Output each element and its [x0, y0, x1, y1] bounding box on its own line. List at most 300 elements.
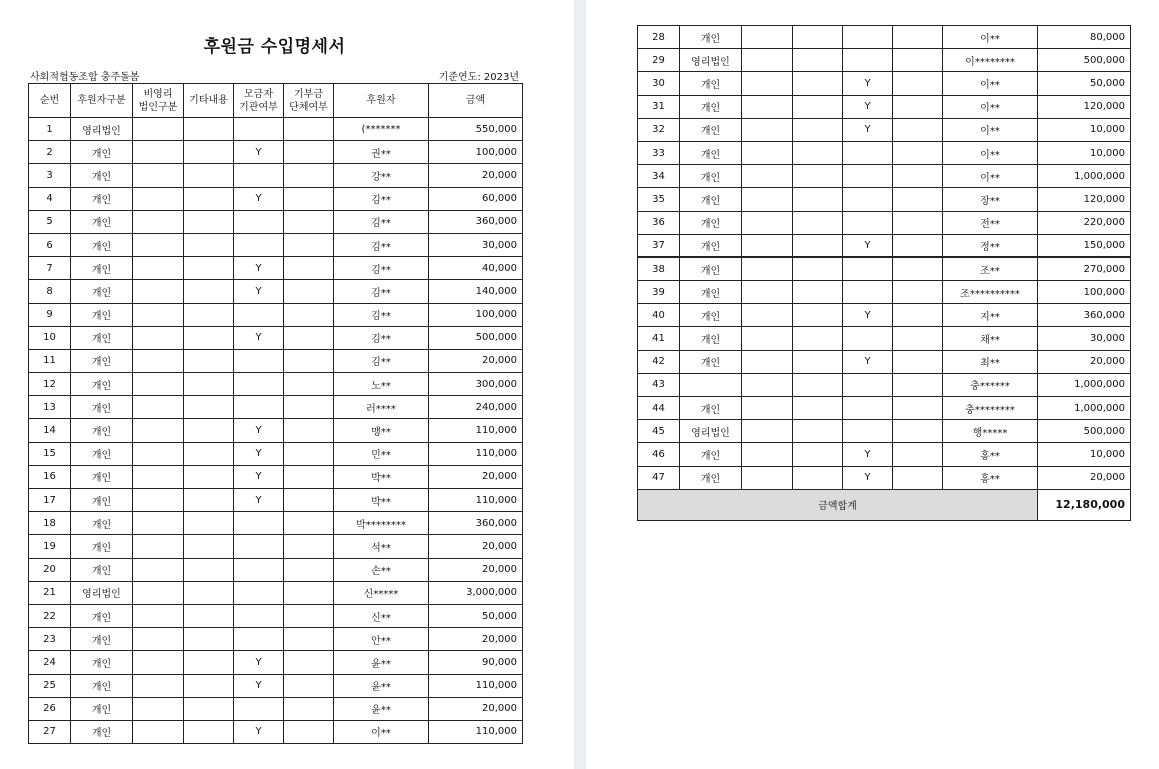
cell-fundraiser [843, 26, 893, 49]
cell-donor-name: 지** [943, 304, 1038, 327]
table-row [638, 234, 1131, 257]
cell-donor-name: 김** [334, 280, 429, 303]
cell-amount: 30,000 [1038, 327, 1131, 350]
cell-amount: 1,000,000 [1038, 373, 1131, 396]
cell-donor-type: 개인 [71, 326, 133, 349]
cell-nonprofit [133, 303, 184, 326]
table-row [29, 535, 523, 558]
total-row [638, 489, 1131, 520]
cell-fundraiser [843, 188, 893, 211]
cell-fundraiser [234, 118, 284, 141]
cell-amount: 110,000 [429, 674, 523, 697]
cell-donor-type: 개인 [71, 651, 133, 674]
cell-donor-type: 개인 [680, 304, 742, 327]
cell-fundraiser [843, 420, 893, 443]
header-cell: 기부금 단체여부 [284, 84, 334, 118]
cell-donor-name: 충******** [943, 397, 1038, 420]
cell-donor-type: 개인 [680, 397, 742, 420]
cell-amount: 110,000 [429, 720, 523, 743]
cell-etc [184, 210, 234, 233]
cell-number: 33 [638, 141, 680, 164]
table-row [29, 512, 523, 535]
cell-number: 18 [29, 512, 71, 535]
cell-amount: 220,000 [1038, 211, 1131, 234]
table-row [638, 327, 1131, 350]
cell-donor-name: 김** [334, 233, 429, 256]
cell-donor-type: 개인 [680, 466, 742, 489]
page-gutter [574, 0, 586, 769]
cell-donor-name: 윤** [334, 651, 429, 674]
cell-donation-group [893, 350, 943, 373]
header-cell: 금액 [429, 84, 523, 118]
cell-donation-group [284, 419, 334, 442]
cell-donor-type: 개인 [71, 720, 133, 743]
table-row [638, 211, 1131, 234]
cell-donor-name: 김** [334, 257, 429, 280]
cell-etc [793, 118, 843, 141]
cell-etc [184, 628, 234, 651]
cell-donation-group [284, 489, 334, 512]
cell-donation-group [893, 26, 943, 49]
cell-donor-type: 개인 [680, 95, 742, 118]
cell-etc [793, 281, 843, 304]
cell-donation-group [893, 188, 943, 211]
cell-amount: 20,000 [429, 465, 523, 488]
cell-donor-name: 이** [943, 26, 1038, 49]
cell-amount: 1,000,000 [1038, 165, 1131, 188]
cell-amount: 1,000,000 [1038, 397, 1131, 420]
cell-number: 41 [638, 327, 680, 350]
cell-donor-name: 맹** [334, 419, 429, 442]
cell-amount: 360,000 [1038, 304, 1131, 327]
cell-fundraiser: Y [234, 419, 284, 442]
table-row [29, 396, 523, 419]
table-row [638, 49, 1131, 72]
cell-donor-name: 이** [943, 72, 1038, 95]
cell-donor-type: 개인 [71, 233, 133, 256]
cell-nonprofit [133, 489, 184, 512]
table-row [29, 604, 523, 627]
cell-donor-type: 개인 [71, 257, 133, 280]
cell-donor-name: 박******** [334, 512, 429, 535]
cell-etc [184, 651, 234, 674]
table-row [29, 720, 523, 743]
cell-fundraiser: Y [234, 141, 284, 164]
cell-number: 3 [29, 164, 71, 187]
cell-donor-name: 김** [334, 187, 429, 210]
cell-number: 24 [29, 651, 71, 674]
cell-donor-name: 이******** [943, 49, 1038, 72]
cell-fundraiser: Y [234, 651, 284, 674]
cell-donation-group [893, 466, 943, 489]
cell-fundraiser [843, 327, 893, 350]
cell-number: 39 [638, 281, 680, 304]
cell-nonprofit [133, 697, 184, 720]
cell-etc [793, 49, 843, 72]
cell-nonprofit [133, 419, 184, 442]
cell-donor-name: 전** [943, 211, 1038, 234]
cell-donation-group [284, 558, 334, 581]
cell-nonprofit [742, 420, 793, 443]
cell-fundraiser: Y [234, 442, 284, 465]
cell-amount: 120,000 [1038, 95, 1131, 118]
cell-donor-type: 개인 [71, 512, 133, 535]
cell-donation-group [284, 141, 334, 164]
cell-donor-type: 개인 [680, 188, 742, 211]
cell-etc [793, 466, 843, 489]
cell-donor-name: 행***** [943, 420, 1038, 443]
cell-number: 43 [638, 373, 680, 396]
table-row [638, 95, 1131, 118]
table-row [638, 165, 1131, 188]
header-cell: 후원자구분 [71, 84, 133, 118]
table-row [638, 304, 1131, 327]
cell-amount: 270,000 [1038, 257, 1131, 280]
donation-table-page1 [28, 83, 523, 744]
cell-nonprofit [133, 141, 184, 164]
document-meta [28, 68, 521, 82]
cell-fundraiser: Y [234, 674, 284, 697]
table-row [29, 697, 523, 720]
cell-number: 17 [29, 489, 71, 512]
cell-fundraiser [234, 512, 284, 535]
table-row [29, 558, 523, 581]
cell-etc [793, 257, 843, 280]
cell-donor-name: 윤** [334, 674, 429, 697]
table-row [29, 233, 523, 256]
cell-donor-type: 개인 [680, 118, 742, 141]
table-row [638, 26, 1131, 49]
cell-donor-name: 윤** [334, 697, 429, 720]
cell-amount: 500,000 [1038, 49, 1131, 72]
cell-amount: 500,000 [429, 326, 523, 349]
cell-donor-name: 강** [334, 164, 429, 187]
cell-nonprofit [133, 373, 184, 396]
cell-amount: 100,000 [429, 303, 523, 326]
table-row [638, 350, 1131, 373]
cell-donor-type: 개인 [71, 187, 133, 210]
cell-donor-name: 정** [943, 234, 1038, 257]
cell-donation-group [284, 303, 334, 326]
cell-amount: 140,000 [429, 280, 523, 303]
cell-donor-name: 김** [334, 326, 429, 349]
cell-fundraiser [234, 233, 284, 256]
cell-donor-type: 개인 [71, 604, 133, 627]
cell-nonprofit [133, 233, 184, 256]
table-row [29, 674, 523, 697]
cell-fundraiser [234, 558, 284, 581]
cell-donor-type [680, 373, 742, 396]
cell-donation-group [284, 210, 334, 233]
cell-nonprofit [742, 281, 793, 304]
cell-donor-name: 권** [334, 141, 429, 164]
cell-donation-group [284, 349, 334, 372]
cell-nonprofit [133, 349, 184, 372]
cell-donation-group [284, 187, 334, 210]
cell-donation-group [893, 443, 943, 466]
header-cell: 모금자 기관여부 [234, 84, 284, 118]
cell-fundraiser: Y [234, 720, 284, 743]
cell-amount: 100,000 [429, 141, 523, 164]
cell-donation-group [893, 141, 943, 164]
cell-number: 27 [29, 720, 71, 743]
cell-number: 32 [638, 118, 680, 141]
cell-number: 22 [29, 604, 71, 627]
cell-donor-type: 개인 [71, 141, 133, 164]
cell-donor-type: 영리법인 [680, 420, 742, 443]
cell-etc [184, 118, 234, 141]
cell-nonprofit [133, 720, 184, 743]
cell-amount: 30,000 [429, 233, 523, 256]
cell-fundraiser: Y [843, 234, 893, 257]
cell-fundraiser: Y [234, 326, 284, 349]
cell-etc [793, 26, 843, 49]
cell-nonprofit [133, 604, 184, 627]
cell-donation-group [284, 535, 334, 558]
cell-nonprofit [133, 558, 184, 581]
cell-donation-group [284, 233, 334, 256]
table-row [29, 442, 523, 465]
cell-donation-group [284, 442, 334, 465]
cell-etc [184, 303, 234, 326]
cell-donor-type: 영리법인 [71, 581, 133, 604]
cell-nonprofit [133, 118, 184, 141]
cell-fundraiser [234, 628, 284, 651]
cell-donor-type: 개인 [680, 281, 742, 304]
cell-fundraiser [234, 210, 284, 233]
cell-donor-name: 조** [943, 257, 1038, 280]
cell-etc [184, 489, 234, 512]
cell-etc [793, 165, 843, 188]
cell-fundraiser [843, 257, 893, 280]
table-row [638, 373, 1131, 396]
cell-donor-name: 이** [334, 720, 429, 743]
cell-donor-type: 개인 [680, 350, 742, 373]
cell-fundraiser [234, 349, 284, 372]
cell-donor-type: 개인 [71, 558, 133, 581]
cell-donor-type: 개인 [71, 303, 133, 326]
table-row [638, 141, 1131, 164]
cell-etc [184, 581, 234, 604]
cell-amount: 60,000 [429, 187, 523, 210]
cell-donor-name: 석** [334, 535, 429, 558]
cell-amount: 50,000 [1038, 72, 1131, 95]
cell-etc [184, 373, 234, 396]
cell-donor-type: 개인 [71, 373, 133, 396]
cell-etc [793, 188, 843, 211]
cell-number: 36 [638, 211, 680, 234]
cell-number: 42 [638, 350, 680, 373]
table-row [29, 257, 523, 280]
cell-nonprofit [133, 465, 184, 488]
cell-amount: 3,000,000 [429, 581, 523, 604]
table-row [29, 187, 523, 210]
cell-nonprofit [133, 628, 184, 651]
cell-fundraiser: Y [234, 257, 284, 280]
cell-etc [793, 141, 843, 164]
cell-donor-type: 개인 [71, 349, 133, 372]
cell-amount: 500,000 [1038, 420, 1131, 443]
table-row [29, 373, 523, 396]
cell-etc [184, 349, 234, 372]
cell-donation-group [893, 95, 943, 118]
table-row [638, 281, 1131, 304]
cell-nonprofit [742, 234, 793, 257]
cell-nonprofit [133, 210, 184, 233]
cell-etc [184, 164, 234, 187]
cell-donor-name: 최** [943, 350, 1038, 373]
cell-nonprofit [133, 442, 184, 465]
cell-donor-name: 박** [334, 489, 429, 512]
cell-amount: 100,000 [1038, 281, 1131, 304]
cell-fundraiser [234, 164, 284, 187]
cell-fundraiser [843, 49, 893, 72]
cell-donor-name: 조********** [943, 281, 1038, 304]
cell-fundraiser: Y [843, 95, 893, 118]
header-cell: 순번 [29, 84, 71, 118]
cell-nonprofit [133, 512, 184, 535]
cell-etc [184, 674, 234, 697]
cell-amount: 360,000 [429, 210, 523, 233]
cell-fundraiser [234, 604, 284, 627]
cell-etc [793, 443, 843, 466]
cell-number: 9 [29, 303, 71, 326]
cell-donation-group [893, 304, 943, 327]
cell-fundraiser [234, 373, 284, 396]
cell-donor-type: 개인 [680, 257, 742, 280]
cell-etc [184, 396, 234, 419]
cell-amount: 10,000 [1038, 118, 1131, 141]
cell-etc [184, 233, 234, 256]
cell-donation-group [893, 420, 943, 443]
cell-amount: 110,000 [429, 442, 523, 465]
cell-amount: 300,000 [429, 373, 523, 396]
table-row [29, 210, 523, 233]
cell-amount: 240,000 [429, 396, 523, 419]
table-row [638, 420, 1131, 443]
cell-number: 11 [29, 349, 71, 372]
cell-number: 21 [29, 581, 71, 604]
cell-number: 7 [29, 257, 71, 280]
cell-donor-type: 개인 [71, 697, 133, 720]
cell-number: 12 [29, 373, 71, 396]
cell-donation-group [284, 697, 334, 720]
cell-nonprofit [742, 327, 793, 350]
table-row [29, 465, 523, 488]
cell-nonprofit [133, 581, 184, 604]
cell-donor-type: 개인 [680, 211, 742, 234]
cell-etc [184, 257, 234, 280]
cell-etc [184, 280, 234, 303]
cell-amount: 90,000 [429, 651, 523, 674]
cell-amount: 20,000 [1038, 350, 1131, 373]
table-row [29, 349, 523, 372]
cell-amount: 20,000 [429, 628, 523, 651]
cell-number: 29 [638, 49, 680, 72]
cell-donor-name: 이** [943, 95, 1038, 118]
cell-donation-group [284, 651, 334, 674]
cell-fundraiser [234, 535, 284, 558]
cell-number: 10 [29, 326, 71, 349]
cell-number: 26 [29, 697, 71, 720]
table-row [638, 397, 1131, 420]
cell-donor-type: 개인 [71, 210, 133, 233]
cell-number: 16 [29, 465, 71, 488]
cell-number: 47 [638, 466, 680, 489]
cell-etc [793, 211, 843, 234]
cell-donor-name: 민** [334, 442, 429, 465]
cell-etc [793, 95, 843, 118]
cell-donation-group [284, 581, 334, 604]
cell-number: 13 [29, 396, 71, 419]
table-header-row [29, 84, 523, 118]
cell-donation-group [893, 49, 943, 72]
cell-nonprofit [742, 257, 793, 280]
cell-donation-group [893, 397, 943, 420]
cell-nonprofit [133, 535, 184, 558]
cell-donor-name: 충****** [943, 373, 1038, 396]
cell-amount: 20,000 [429, 697, 523, 720]
cell-amount: 360,000 [429, 512, 523, 535]
cell-number: 23 [29, 628, 71, 651]
cell-number: 20 [29, 558, 71, 581]
cell-donation-group [284, 396, 334, 419]
cell-donor-type: 개인 [680, 141, 742, 164]
cell-donor-name: 신** [334, 604, 429, 627]
cell-donor-type: 개인 [680, 72, 742, 95]
cell-donor-type: 개인 [71, 674, 133, 697]
cell-amount: 550,000 [429, 118, 523, 141]
cell-etc [184, 558, 234, 581]
cell-etc [184, 535, 234, 558]
cell-donation-group [284, 604, 334, 627]
cell-etc [793, 397, 843, 420]
cell-nonprofit [742, 373, 793, 396]
cell-etc [793, 350, 843, 373]
header-cell: 비영리 법인구분 [133, 84, 184, 118]
cell-fundraiser: Y [843, 304, 893, 327]
cell-number: 34 [638, 165, 680, 188]
table-row [29, 280, 523, 303]
header-cell: 후원자 [334, 84, 429, 118]
cell-number: 46 [638, 443, 680, 466]
cell-etc [793, 327, 843, 350]
cell-donation-group [284, 164, 334, 187]
cell-donation-group [893, 257, 943, 280]
cell-donor-name: 김** [334, 349, 429, 372]
cell-donation-group [284, 512, 334, 535]
cell-donation-group [893, 165, 943, 188]
cell-number: 2 [29, 141, 71, 164]
cell-number: 4 [29, 187, 71, 210]
table-row [638, 257, 1131, 280]
cell-donor-name: 김** [334, 210, 429, 233]
cell-donation-group [284, 257, 334, 280]
cell-fundraiser [843, 211, 893, 234]
cell-amount: 110,000 [429, 489, 523, 512]
cell-nonprofit [742, 397, 793, 420]
cell-donor-name: 신***** [334, 581, 429, 604]
cell-donor-name: 홍** [943, 466, 1038, 489]
cell-number: 6 [29, 233, 71, 256]
table-row [29, 651, 523, 674]
cell-etc [184, 141, 234, 164]
cell-donor-type: 개인 [680, 165, 742, 188]
cell-fundraiser: Y [234, 280, 284, 303]
cell-donor-name: 홍** [943, 443, 1038, 466]
cell-donor-type: 개인 [71, 535, 133, 558]
cell-donation-group [284, 465, 334, 488]
